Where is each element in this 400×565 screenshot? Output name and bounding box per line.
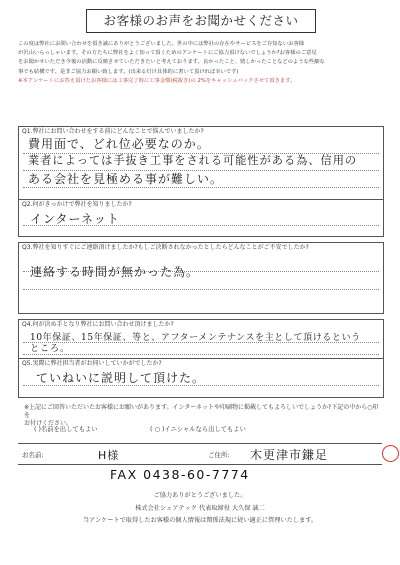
question-1-label: Q1.弊社にお問い合わせをする前にどんなことで悩んでいましたか? (22, 128, 204, 135)
intro-line: が沢山いらっしゃいます。その方たちに弊社をよく知って頂くためのアンケートにご協力頂けないでしょうか?お客様のご意見 (18, 50, 317, 57)
question-5-label: Q5.実際に弊社担当者がお伺いしていかがでしたか? (22, 360, 162, 367)
cashback-note: ※本アンケートにお答え頂けたお客様には工事完了時に工事金額(税抜き)の 2%をキャッシュバックさせて頂きます。 (18, 77, 296, 84)
answer-1-line-1: 費用面で、どれ位必要なのか。 (28, 137, 210, 151)
page-title: お客様のお声をお聞かせください (86, 9, 316, 33)
name-address-row (18, 443, 382, 465)
question-3-label: Q3.弊社を知りすぐにご連絡頂けましたか?もしご決断されなかったとしたらどんなことがご不安でしたか? (22, 244, 309, 251)
note-line-1: ※上記にご回答いただいたお客様にお願いがあります。インターネットや印刷物に掲載してもよろしいでしょうか?下記の中から○印を (24, 404, 379, 419)
answer-5-line-1: ていねいに説明して頂けた。 (36, 371, 206, 385)
option-name-ok[interactable]: ( )名前を出してもよい (34, 426, 98, 433)
answer-2-line-1: インターネット (30, 212, 120, 226)
answer-4-line-1: 10年保証、15年保証、等と、アフターメンテナンスを主として頂けるという (30, 333, 361, 343)
personal-seal-stamp (381, 444, 400, 464)
note-line-2: お付けください。 (24, 420, 73, 427)
answer-4-line-2: ところ。 (30, 344, 71, 354)
question-4-label: Q4.何が決め手となり弊社にお問い合わせ頂けましたか? (22, 321, 174, 328)
intro-text (18, 40, 386, 86)
thanks-text: ご協力ありがとうございました。 (153, 492, 247, 499)
option-initial-ok[interactable]: ( ○ )イニシャルなら出してもよい (150, 426, 246, 433)
intro-line: をお聞かせいただき今後の活動に反映させていただきたいと考えております。良かったこと、嬉しかったことなどのような些細な (18, 59, 325, 66)
answer-1-line-3: ある会社を見極める事が難しい。 (28, 172, 224, 186)
name-label: お名前: (22, 451, 44, 459)
fax-number: FAX 0438-60-7774 (110, 467, 250, 482)
answer-3-line-1: 連絡する時間が無かった為。 (30, 265, 200, 279)
intro-line: 事でも結構です。是非ご協力お願い致します。(出来る灯け具体的に書いて頂ければ幸いです) (18, 68, 239, 75)
question-2-label: Q2.何がきっかけで弊社を知りましたか? (22, 201, 132, 208)
company-name: 株式会社シェアテック 代表取締役 大久保 誠二 (135, 505, 265, 512)
address-label: ご住所: (208, 451, 230, 459)
name-value: H様 (98, 449, 120, 462)
answer-1-line-2: 業者によっては手抜き工事をされる可能性がある為、信用の (28, 154, 358, 167)
privacy-note: 当アンケートで取得したお客様の個人情報は関係法規に従い適正に管理いたします。 (82, 517, 318, 524)
intro-line: この度は弊社にお問い合わせを頂き誠にありがとうございました。世の中には弊社の存在やサービスをご存知ないお客様 (18, 41, 305, 47)
address-value: 木更津市鎌足 (250, 448, 329, 462)
